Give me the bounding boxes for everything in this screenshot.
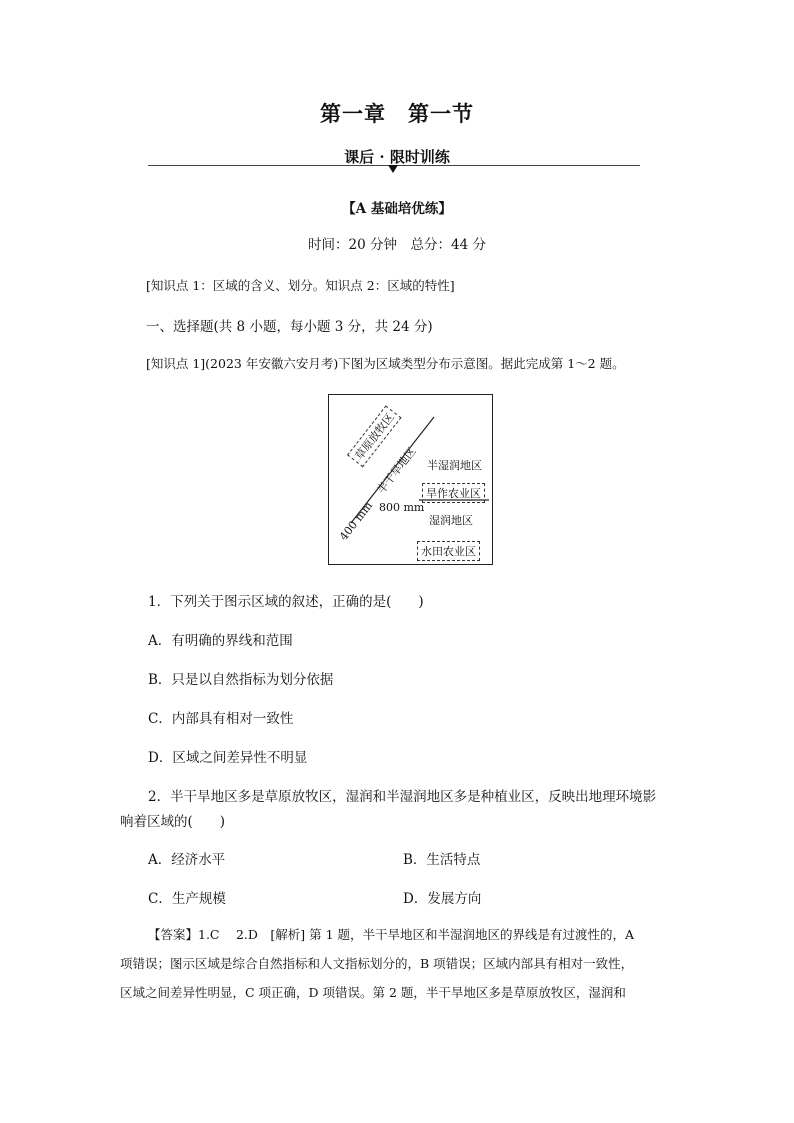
paddy-farming-box: 水田农业区 bbox=[417, 541, 480, 561]
answer-line-2: 项错误；图示区域是综合自然指标和人文指标划分的，B 项错误；区域内部具有相对一致性， bbox=[120, 956, 634, 971]
section-title: 【A 基础培优练】 bbox=[342, 201, 452, 217]
question-2-stem-line1: 2．半干旱地区多是草原放牧区，湿润和半湿润地区多是种植业区，反映出地理环境影 bbox=[148, 789, 657, 805]
grassland-grazing-box: 草原放牧区 bbox=[347, 405, 402, 467]
question-2-option-c: C．生产规模 bbox=[148, 891, 226, 907]
question-1-option-d: D．区域之间差异性不明显 bbox=[148, 750, 308, 766]
page-title: 第一章 第一节 bbox=[320, 101, 474, 126]
question-intro: [知识点 1](2023 年安徽六安月考)下图为区域类型分布示意图。据此完成第 1～2 题。 bbox=[146, 356, 625, 371]
header-triangle-icon bbox=[388, 165, 398, 173]
semi-arid-label: 半干旱地区 bbox=[374, 444, 419, 497]
line-400-label: 400 mm bbox=[337, 499, 376, 544]
page-subtitle: 课后 · 限时训练 bbox=[344, 148, 450, 166]
question-2-option-d: D．发展方向 bbox=[403, 891, 482, 907]
time-info: 时间：20 分钟 总分：44 分 bbox=[308, 237, 486, 253]
semi-humid-label: 半湿润地区 bbox=[427, 459, 482, 472]
question-1-option-b: B．只是以自然指标为划分依据 bbox=[148, 672, 334, 688]
region-type-figure bbox=[328, 394, 493, 565]
dry-farming-box: 旱作农业区 bbox=[422, 483, 485, 503]
part-title: 一、选择题(共 8 小题，每小题 3 分，共 24 分) bbox=[146, 319, 433, 335]
question-2-stem-line2: 响着区域的( ) bbox=[120, 814, 226, 830]
question-1-option-c: C．内部具有相对一致性 bbox=[148, 711, 294, 727]
question-1-stem: 1．下列关于图示区域的叙述，正确的是( ) bbox=[148, 594, 424, 610]
question-2-option-a: A．经济水平 bbox=[148, 852, 226, 868]
question-1-option-a: A．有明确的界线和范围 bbox=[148, 633, 293, 649]
answer-line-3: 区域之间差异性明显，C 项正确，D 项错误。第 2 题，半干旱地区多是草原放牧区，湿润和 bbox=[120, 985, 626, 1000]
knowledge-points: [知识点 1：区域的含义、划分。知识点 2：区域的特性] bbox=[146, 278, 455, 293]
line-800-label: 800 mm bbox=[379, 501, 425, 514]
answer-line-1: 【答案】1.C 2.D [解析] 第 1 题，半干旱地区和半湿润地区的界线是有过渡性的，A bbox=[148, 927, 635, 942]
question-2-option-b: B．生活特点 bbox=[403, 852, 481, 868]
humid-label: 湿润地区 bbox=[429, 514, 473, 527]
